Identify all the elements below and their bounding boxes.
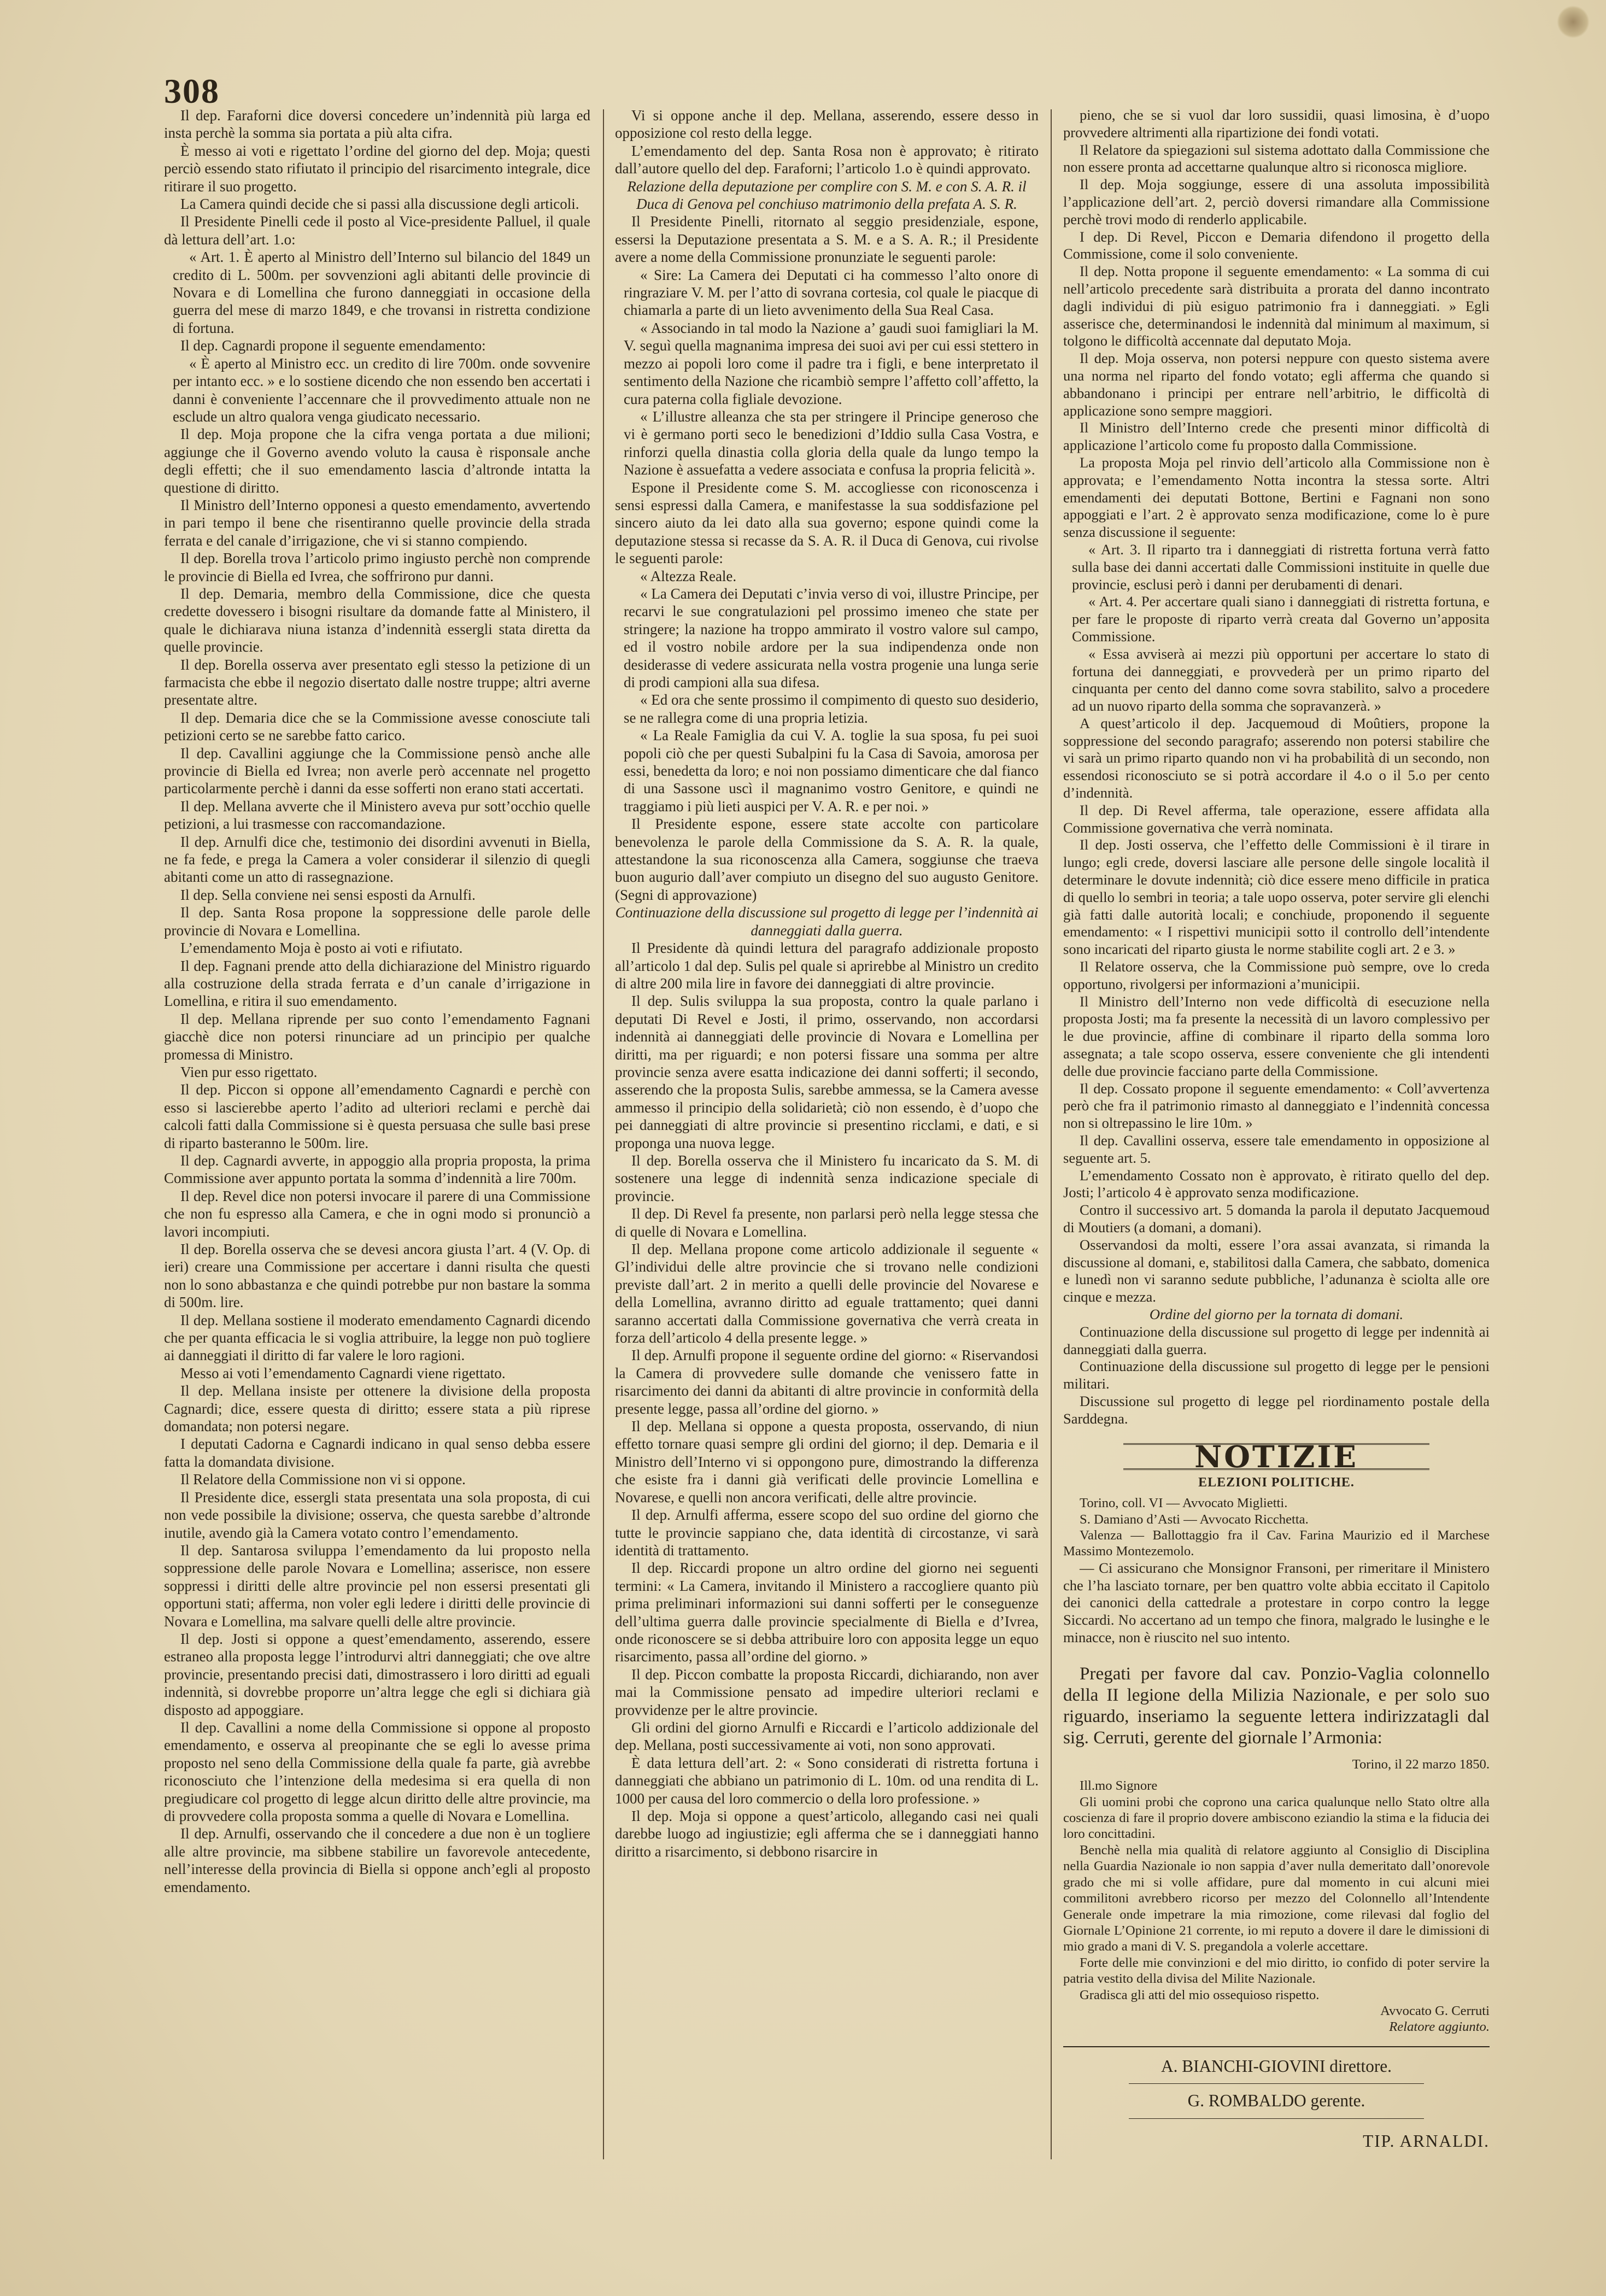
paragraph: « Altezza Reale. xyxy=(640,567,737,584)
request-paragraph: Pregati per favore dal cav. Ponzio-Vaglia colonnello della II legione della Milizia Nazionale, e per solo suo riguardo, inseriamo la seguente lettera indirizzatagli dal sig. Cerruti, gerente del giornale l’Armonia: xyxy=(1063,1663,1490,1748)
paragraph: Il Presidente dice, essergli stata presentata una sola proposta, di cui non vede possibile la divisione; osserva, che questa sarebbe d’altronde inutile, avendo già la Camera votato contro l’emendamento. xyxy=(164,1489,590,1541)
manager-line: G. ROMBALDO gerente. xyxy=(1187,2091,1365,2111)
paragraph: « Ed ora che sente prossimo il compimento di questo suo desiderio, se ne rallegra come di una propria letizia. xyxy=(624,692,1039,726)
letter-paragraph: Forte delle mie convinzioni e del mio diritto, io confido di poter servire la patria vestito della divisa del Milite Nazionale. xyxy=(1063,1955,1490,1987)
paragraph: Vien pur esso rigettato. xyxy=(180,1063,318,1080)
paragraph: Il dep. Moja si oppone a quest’articolo, allegando casi nei quali darebbe luogo ad ingiustizie; egli afferma che se i danneggiati hanno diritto a risarcimento, si debbono risarcire in xyxy=(615,1808,1039,1860)
page-number: 308 xyxy=(164,72,220,110)
letter-date: Torino, il 22 marzo 1850. xyxy=(1352,1756,1490,1772)
paragraph: Discussione sul progetto di legge pel riordinamento postale della Sarddegna. xyxy=(1063,1392,1490,1427)
paragraph: Il Ministro dell’Interno opponesi a questo emendamento, avvertendo in pari tempo il bene che risentiranno quelle provincie della strada ferrata e del canale d’irrigazione, che vi si stanno compiendo. xyxy=(164,496,590,549)
paragraph: Gli ordini del giorno Arnulfi e Riccardi e l’articolo addizionale del dep. Mellana, posti successivamente ai voti, non sono approvati. xyxy=(615,1719,1039,1754)
paragraph: Il dep. Arnulfi afferma, essere scopo del suo ordine del giorno che tutte le provincie sappiano che, data identità di circostanze, vi sarà identità di trattamento. xyxy=(615,1507,1039,1559)
paragraph: Il dep. Notta propone il seguente emendamento: « La somma di cui nell’articolo precedente sarà distribuita a prorata del danno incontrato dagli individui di più esiguo patrimonio fra i danneggiati. » Egli asserisce che, determinandosi le indennità dal minimum al maximum, si tolgono le difficoltà accennate dal deputato Moja. xyxy=(1063,263,1490,349)
paragraph: Il dep. Cavallini aggiunge che la Commissione pensò anche alle provincie di Biella ed Ivrea; non averle però accennate nel progetto particolarmente perchè i danni da esse sofferti non erano stati accertati. xyxy=(164,745,590,797)
paragraph: « Associando in tal modo la Nazione a’ gaudi suoi famigliari la M. V. seguì quella magnanima impresa dei suoi avi per cui essi stettero in mezzo ai popoli loro come il padre tra i figli, e bene interpretato il sentimento della Nazione che ricambiò sempre l’affetto coll’affetto, la cura paterna colla figliale devozione. xyxy=(624,319,1039,407)
director-line: A. BIANCHI-GIOVINI direttore. xyxy=(1161,2056,1392,2076)
paragraph: Il dep. Faraforni dice doversi concedere un’indennità più larga ed insta perchè la somma sia portata a più alta cifra. xyxy=(164,107,590,142)
paragraph: Il dep. Arnulfi propone il seguente ordine del giorno: « Riservandosi la Camera di provvedere sulle domande che venissero fatte in risarcimento dei danni da abitanti di altre provincie in conformità della presente legge, passa all’ordine del giorno. » xyxy=(615,1347,1039,1417)
paragraph: Il dep. Josti osserva, che l’effetto delle Commissioni è il tirare in lungo; egli crede, doversi lasciare alle persone delle singole località il determinare le dovute indennità; ciò dice essere meno difficile in pratica di quello lo sembri in teoria; a tale uopo osserva, poter servire gli elenchi già fatti dalle autorità locali; e conchiude, proponendo il seguente emendamento: « I rispettivi municipii sotto il controllo dell’intendente sono incaricati del riparto giusta le norme stabilite cogli art. 2 e 3. » xyxy=(1063,836,1490,958)
paragraph: Il dep. Demaria, membro della Commissione, dice che questa credette dovessero i bisogni risultare da domande fatte al Ministero, il quale le dichiarava niuna istanza d’indennità essergli stata diretta da quelle provincie. xyxy=(164,585,590,655)
paragraph: Il dep. Josti si oppone a quest’emendamento, asserendo, essere estraneo alla proposta legge l’introdurvi altri danneggiati; che ove altre provincie, presentando precisi dati, dimostrassero i loro diritti ad eguali indennità, si dovrebbe proporre un’altra legge che egli si dichiara già disposto ad appoggiare. xyxy=(164,1630,590,1718)
paragraph: Contro il successivo art. 5 domanda la parola il deputato Jacquemoud di Moutiers (a domani, a domani). xyxy=(1063,1202,1490,1235)
paragraph: Il dep. Santa Rosa propone la soppressione delle parole delle provincie di Novara e Lomellina. xyxy=(164,904,590,939)
paragraph: Il Ministro dell’Interno non vede difficoltà di esecuzione nella proposta Josti; ma fa presente la necessità di un lavoro complessivo per le due provincie, affine di combinare il riparto della somma loro assegnata; a tale scopo osserva, essere conveniente che gli intendenti delle due provincie facciano parte della Commissione. xyxy=(1063,993,1490,1079)
paragraph: La Camera quindi decide che si passi alla discussione degli articoli. xyxy=(180,196,579,213)
masthead-footer xyxy=(1063,2046,1490,2153)
elections-list xyxy=(1063,1495,1490,1560)
paragraph: « La Reale Famiglia da cui V. A. toglie la sua sposa, fu pei suoi popoli ciò che per questi Subalpini fu la Casa di Savoia, amorosa per essi, benedetta da loro; e noi non possiamo dimenticare che dal fianco di una Sassone uscì il magnanimo vostro Genitore, e quindi ne traggiamo i più lieti auspici per V. A. R. e per noi. » xyxy=(624,727,1039,815)
paragraph: Continuazione della discussione sul progetto di legge per l’indennità ai danneggiati dalla guerra. xyxy=(615,904,1039,939)
paragraph: A quest’articolo il dep. Jacquemoud di Moûtiers, propone la soppressione del secondo paragrafo; asserendo non potersi stabilire che vi sarà un primo riparto quando non vi ha probabilità di un secondo, non essendosi riconosciuto se si potrà accordare il 4.o o il 5.o per cento d’indennità. xyxy=(1063,714,1490,801)
paragraph: Il dep. Cavallini a nome della Commissione si oppone al proposto emendamento, e osserva al preopinante che se egli lo avesse prima proposto nel seno della Commissione della quale fa parte, già avrebbe riconosciuto che l’intenzione della medesima si era quella di non pregiudicare col progetto di legge alcun diritto delle altre provincie, ma di provvedere colla proposta somma a quelle di Novara e Lomellina. xyxy=(164,1719,590,1824)
printer-line: TIP. ARNALDI. xyxy=(1363,2131,1490,2151)
paragraph: Il dep. Moja osserva, non potersi neppure con questo sistema avere una norma nel riparto del fondo votato; egli afferma che quando si abbandonano i principi per entrare nell’arbitrio, le difficoltà di applicazione sono sempre maggiori. xyxy=(1063,350,1490,419)
paragraph: pieno, che se si vuol dar loro sussidii, quasi limosina, è d’uopo provvedere altrimenti alla ripartizione dei fondi votati. xyxy=(1063,107,1490,140)
binding-hole xyxy=(1557,5,1590,38)
paragraph: È messo ai voti e rigettato l’ordine del giorno del dep. Moja; questi perciò essendo stato rifiutato il principio del risarcimento integrale, dice ritirare il suo progetto. xyxy=(164,142,590,195)
paragraph: Il dep. Moja soggiunge, essere di una assoluta impossibilità l’applicazione dell’art. 2, perciò doversi rimandare alla Commissione perchè trovi modo di renderlo applicabile. xyxy=(1063,176,1490,227)
column-rule-2 xyxy=(1051,109,1052,2159)
paragraph: Il Presidente espone, essere state accolte con particolare benevolenza le parole della Commissione da S. A. R. la quale, attestandone la sua riconoscenza alla Camera, soggiunse che traeva buon augurio dall’aver compiuto un disegno del suo augusto Genitore. (Segni di approvazione) xyxy=(615,816,1039,903)
paragraph: Il dep. Borella osserva che il Ministero fu incaricato da S. M. di sostenere una legge di indennità senza indicazione speciale di provincie. xyxy=(615,1152,1039,1204)
paragraph: Messo ai voti l’emendamento Cagnardi viene rigettato. xyxy=(180,1364,506,1381)
paragraph: Il Presidente Pinelli cede il posto al Vice-presidente Palluel, il quale dà lettura dell’art. 1.o: xyxy=(164,213,590,248)
paragraph: Il dep. Borella osserva che se devesi ancora giusta l’art. 4 (V. Op. di ieri) creare una Commissione per accertare i danni risulta che questi non lo sono abbastanza e che quindi potrebbe pur non bastare la somma di 500m. lire. xyxy=(164,1241,590,1311)
paragraph: Il Presidente dà quindi lettura del paragrafo addizionale proposto all’articolo 1 dal dep. Sulis pel quale si aprirebbe al Ministro un credito di altre 200 mila lire in favore dei danneggiati di altre provincie. xyxy=(615,940,1039,992)
news-item: — Ci assicurano che Monsignor Fransoni, per rimeritare il Ministero che l’ha lasciato tornare, per ben quattro volte abbia eccitato il Capitolo dei canonici della cattedrale a protestare in corpo contro la legge Siccardi. No accertano ad un tempo che finora, malgrado le lusinghe e le minacce, non è riuscito nel suo intento. xyxy=(1063,1559,1490,1646)
paragraph: Relazione della deputazione per complire con S. M. e con S. A. R. il Duca di Genova pel conchiuso matrimonio della prefata A. S. R. xyxy=(627,178,1027,213)
paragraph: Il dep. Fagnani prende atto della dichiarazione del Ministro riguardo alla costruzione della strada ferrata e d’un canale d’irrigazione in Lomellina, e ritira il suo emendamento. xyxy=(164,957,590,1010)
paragraph: Il dep. Mellana sostiene il moderato emendamento Cagnardi dicendo che per quanta efficacia le si voglia attribuire, la legge non può togliere ai danneggiati il diritto di far valere le loro ragioni. xyxy=(164,1311,590,1364)
paragraph: Il dep. Moja propone che la cifra venga portata a due milioni; aggiunge che il Governo avendo voluto la causa è risponsale anche degli effetti; che il suo emendamento lascia d’altronde intatta la questione di diritto. xyxy=(164,426,590,496)
paragraph: Il dep. Riccardi propone un altro ordine del giorno nei seguenti termini: « La Camera, invitando il Ministero a raccogliere quanto più prima preliminari informazioni sui danni sofferti per le conseguenze dell’ultima guerra dalle provincie specialmente di Biella e d’Ivrea, onde riconoscere se si debba attribuire loro con apposita legge un equo risarcimento, passa all’ordine del giorno. » xyxy=(615,1560,1039,1665)
letter-role: Relatore aggiunto. xyxy=(1389,2019,1490,2035)
paragraph: Il dep. Arnulfi dice che, testimonio dei disordini avvenuti in Biella, ne fa fede, e prega la Camera a voler considerar il silenzio di quegli abitanti come un atto di rassegnazione. xyxy=(164,833,590,886)
paragraph: Il dep. Arnulfi, osservando che il concedere a due non è un togliere alle altre provincie, ma sibbene stabilire un favorevole antecedente, nell’interesse della provincia di Biella si oppone anch’egli al proposto emendamento. xyxy=(164,1825,590,1895)
paragraph: Il dep. Di Revel afferma, tale operazione, essere affidata alla Commissione governativa che verrà nominata. xyxy=(1063,801,1490,836)
paragraph: Il dep. Santarosa sviluppa l’emendamento da lui proposto nella soppressione delle parole Novara e Lomellina; asserisce, non essere soppressi i diritti delle altre provincie pel non essersi presentati gli opportuni stati; afferma, non voler egli ledere i diritti delle provincie di Novara e Lomellina, ma salvare quelli delle altre provincie. xyxy=(164,1542,590,1630)
paragraph: Il dep. Cossato propone il seguente emendamento: « Coll’avvertenza però che fra il patrimonio rimasto al danneggiato e l’indennità concessa non si oltrepassino le lire 10m. » xyxy=(1063,1080,1490,1132)
paragraph: « Art. 3. Il riparto tra i danneggiati di ristretta fortuna verrà fatto sulla base dei danni accertati dalle Commissioni instituite in quelle due provincie, esclusi però i danni per derubamenti di denari. xyxy=(1072,541,1490,593)
paragraph: La proposta Moja pel rinvio dell’articolo alla Commissione non è approvata; e l’emendamento Notta incontra la stessa sorte. Altri emendamenti dei deputati Bottone, Bertini e Fagnani non sono appoggiati e l’art. 2 è approvato senza modificazione, come lo è pure senza discussione il seguente: xyxy=(1063,454,1490,541)
paragraph: Continuazione della discussione sul progetto di legge per indennità ai danneggiati dalla guerra. xyxy=(1063,1323,1490,1357)
paragraph: « Sire: La Camera dei Deputati ci ha commesso l’alto onore di ringraziare V. M. per l’atto di sovrana cortesia, col quale le piacque di chiamarla a parte di un lieto avvenimento della Sua Real Casa. xyxy=(624,266,1039,319)
paragraph: « L’illustre alleanza che sta per stringere il Principe generoso che vi è germano porti seco le benedizioni d’Iddio sulla Casa Vostra, e rinforzi quella dinastia colla gloria della quale da lungo tempo la Nazione è assuefatta a vedere associata e confusa la propria felicità ». xyxy=(624,408,1039,478)
notizie-section xyxy=(1063,1438,1490,2035)
paragraph: Il dep. Mellana si oppone a questa proposta, osservando, di niun effetto tornare quasi sempre gli ordini del giorno; il dep. Demaria e il Ministro dell’Interno vi si oppongono pure, dimostrando la differenza che esiste fra i danni già verificati delle provincie Lomellina e Novarese, e quelli non ancora verificati, delle altre provincie. xyxy=(615,1418,1039,1506)
election-item: Torino, coll. VI — Avvocato Miglietti. xyxy=(1080,1496,1288,1511)
paragraph: L’emendamento Cossato non è approvato, è ritirato quello del dep. Josti; l’articolo 4 è approvato senza modificazione. xyxy=(1063,1167,1490,1201)
paragraph: « La Camera dei Deputati c’invia verso di voi, illustre Principe, per recarvi le sue congratulazioni pel prossimo imeneo che state per stringere; la nazione ha troppo ammirato il vostro valore sul campo, ed il vostro nobile ardore per la sua indipendenza onde non desiderasse di vedere assicurata nella vostra progenie una lunga serie di prodi campioni alla sua difesa. xyxy=(624,585,1039,690)
paragraph: Il dep. Cavallini osserva, essere tale emendamento in opposizione al seguente art. 5. xyxy=(1063,1132,1490,1166)
paragraph: Il dep. Mellana propone come articolo addizionale il seguente « Gl’individui delle altre provincie che si trovano nelle condizioni previste dall’art. 2 in merito a quelli delle provincie del Novarese e della Lomellina, avranno diritto ad eguale trattamento; quei danni saranno accertati dalla Commissione governativa che verrà creata in forza dell’articolo 4 della presente legge. » xyxy=(615,1241,1039,1346)
paragraph: Il dep. Di Revel fa presente, non parlarsi però nella legge stessa che di quelle di Novara e Lomellina. xyxy=(615,1205,1039,1240)
paragraph: Il dep. Borella osserva aver presentato egli stesso la petizione di un farmacista che ebbe il negozio disertato dalle nostre truppe; altri averne presentate altre. xyxy=(164,656,590,708)
letter-salutation: Ill.mo Signore xyxy=(1080,1778,1158,1794)
notizie-title: NOTIZIE xyxy=(1123,1443,1429,1471)
letter-body xyxy=(1063,1794,1490,2003)
paragraph: I deputati Cadorna e Cagnardi indicano in qual senso debba essere fatta la domandata divisione. xyxy=(164,1436,590,1470)
elections-heading: ELEZIONI POLITICHE. xyxy=(1198,1475,1355,1490)
election-item: Valenza — Ballottaggio fra il Cav. Farina Maurizio ed il Marchese Massimo Montezemolo. xyxy=(1063,1528,1490,1559)
column-1 xyxy=(164,107,590,1896)
paragraph: Il dep. Mellana insiste per ottenere la divisione della proposta Cagnardi; dice, essere questa di diritto; essere stata a più riprese domandata; non potersi negare. xyxy=(164,1383,590,1435)
paragraph: È data lettura dell’art. 2: « Sono considerati di ristretta fortuna i danneggiati che abbiano un patrimonio di L. 10m. od una rendita di L. 1000 per causa del loro commercio o della loro professione. » xyxy=(615,1754,1039,1807)
paragraph: Il dep. Sulis sviluppa la sua proposta, contro la quale parlano i deputati Di Revel e Josti, il primo, osservando, non accordarsi indennità ai danneggiati delle provincie di Novara e Lomellina per diritti, ma per riguardi; e non potersi fissare una somma per altre provincie senza avere esatta indicazione dei danni sofferti; il secondo, asserendo che la proposta Sulis, sarebbe ammessa, se la Camera avesse ammesso il principio della solidarietà; ciò non essendo, è d’uopo che pei danneggiati di altre provincie si presentino ricclami, e dati, e si proponga una nuova legge. xyxy=(615,993,1039,1151)
paragraph: Il dep. Piccon combatte la proposta Riccardi, dichiarando, non aver mai la Commissione pensato ad impedire ulteriori reclami e provvidenze per le altre provincie. xyxy=(615,1666,1039,1718)
paragraph: Ordine del giorno per la tornata di domani. xyxy=(1149,1305,1404,1322)
paragraph: « Art. 1. È aperto al Ministro dell’Interno sul bilancio del 1849 un credito di L. 500m. per sovvenzioni agli abitanti delle provincie di Novara e di Lomellina che furono danneggiati in occasione della guerra del mese di marzo 1849, e che trovansi in ristretta condizione di fortuna. xyxy=(173,249,590,336)
paragraph: Il dep. Demaria dice che se la Commissione avesse conosciute tali petizioni certo se ne sarebbe fatto carico. xyxy=(164,709,590,744)
paragraph: Il dep. Mellana riprende per suo conto l’emendamento Fagnani giacchè dice non potersi rinunciare ad un principio per qualche promessa di Ministro. xyxy=(164,1010,590,1063)
paragraph: Continuazione della discussione sul progetto di legge per le pensioni militari. xyxy=(1063,1358,1490,1392)
paragraph: Espone il Presidente come S. M. accogliesse con riconoscenza i sensi espressi dalla Camera, e manifestasse la sua soddisfazione pel sincero aiuto da lei dato alla sua governo; espone quindi come la deputazione stessa si recasse da S. A. R. il Duca di Genova, cui rivolse le seguenti parole: xyxy=(615,479,1039,567)
letter-paragraph: Gradisca gli atti del mio ossequioso rispetto. xyxy=(1080,1987,1320,2002)
paragraph: Il dep. Cagnardi avverte, in appoggio alla propria proposta, la prima Commissione aver appunto portata la somma d’indennità a lire 700m. xyxy=(164,1152,590,1187)
election-item: S. Damiano d’Asti — Avvocato Ricchetta. xyxy=(1080,1512,1309,1527)
paragraph: Il dep. Cagnardi propone il seguente emendamento: xyxy=(180,337,486,354)
paragraph: « È aperto al Ministro ecc. un credito di lire 700m. onde sovvenire per intanto ecc. » e lo sostiene dicendo che non essendo ben accertati i danni è conveniente l’accennare che il provvedimento attuale non ne esclude un altro qualora venga giudicato necessario. xyxy=(173,355,590,425)
paragraph: Il dep. Piccon si oppone all’emendamento Cagnardi e perchè con esso si lascierebbe aperto l’adito ad ulteriori reclami e perchè dai calcoli fatti dalla Commissione si è questa persuasa che sulle basi prese di riparto basteranno le 500m. lire. xyxy=(164,1081,590,1151)
paragraph: Il Relatore osserva, che la Commissione può sempre, ove lo creda opportuno, rivolgersi per informazioni a’municipii. xyxy=(1063,958,1490,992)
paragraph: Il Relatore da spiegazioni sul sistema adottato dalla Commissione che non essere pronta ad accettarne qualunque altro si riconosca migliore. xyxy=(1063,141,1490,175)
paragraph: Il dep. Mellana avverte che il Ministero aveva pur sott’occhio quelle petizioni, a lui trasmesse con raccomandazione. xyxy=(164,798,590,833)
letter-paragraph: Gli uomini probi che coprono una carica qualunque nello Stato oltre alla coscienza di fare il proprio dovere ambiscono eziandio la stima e la fiducia dei loro concittadini. xyxy=(1063,1794,1490,1842)
paragraph: Osservandosi da molti, essere l’ora assai avanzata, si rimanda la discussione al domani, e, stabilitosi dalla Camera, che sabbato, domenica e lunedì non vi saranno sedute pubbliche, l’adunanza è sciolta alle ore cinque e mezza. xyxy=(1063,1236,1490,1305)
paragraph: I dep. Di Revel, Piccon e Demaria difendono il progetto della Commissione, come il solo conveniente. xyxy=(1063,228,1490,262)
paragraph: Il dep. Sella conviene nei sensi esposti da Arnulfi. xyxy=(180,886,476,903)
column-rule-1 xyxy=(603,109,604,2159)
paragraph: Il Ministro dell’Interno crede che presenti minor difficoltà di applicazione l’articolo come fu proposto dalla Commissione. xyxy=(1063,419,1490,454)
column-3 xyxy=(1063,107,1490,2153)
paragraph: L’emendamento del dep. Santa Rosa non è approvato; è ritirato dall’autore quello del dep. Faraforni; l’articolo 1.o è quindi approvato. xyxy=(615,142,1039,177)
column-3-debate xyxy=(1063,107,1490,1428)
paragraph: Il dep. Borella trova l’articolo primo ingiusto perchè non comprende le provincie di Biella ed Ivrea, che soffrirono pur danni. xyxy=(164,550,590,584)
paragraph: Il Presidente Pinelli, ritornato al seggio presidenziale, espone, essersi la Deputazione presentata a S. M. e a S. A. R.; il Presidente avere a nome della Commissione pronunziate le seguenti parole: xyxy=(615,213,1039,266)
column-2 xyxy=(615,107,1039,1860)
paragraph: Vi si oppone anche il dep. Mellana, asserendo, essere desso in opposizione col resto della legge. xyxy=(615,107,1039,142)
letter-signature: Avvocato G. Cerruti xyxy=(1380,2004,1490,2019)
letter-paragraph: Benchè nella mia qualità di relatore aggiunto al Consiglio di Disciplina nella Guardia Nazionale io non sappia d’aver nulla demeritato dall’onorevole grado che mi si volle affidare, pure dal momento in cui alcuni miei commilitoni avrebbero ricorso per mezzo del Colonnello all’Intendente Generale onde impetrare la mia rimozione, come rilevasi dal foglio del Giornale L’Opinione 21 corrente, io mi reputo a dovere il dare le dimissioni di mio grado a mani di V. S. pregandola a volerle accettare. xyxy=(1063,1842,1490,1954)
paragraph: « Essa avviserà ai mezzi più opportuni per accertare lo stato di fortuna dei danneggiati, e provvederà per un primo riparto del cinquanta per cento del danno come sovra stabilito, salvo a procedere ad un nuovo riparto della somma che sopravanzerà. » xyxy=(1072,645,1490,714)
paragraph: L’emendamento Moja è posto ai voti e rifiutato. xyxy=(180,940,463,957)
paragraph: Il Relatore della Commissione non vi si oppone. xyxy=(180,1471,466,1488)
paragraph: « Art. 4. Per accertare quali siano i danneggiati di ristretta fortuna, e per fare le proposte di riparto verrà creata dal Governo un’apposita Commissione. xyxy=(1072,593,1490,645)
paragraph: Il dep. Revel dice non potersi invocare il parere di una Commissione che non fu espresso alla Camera, e che in ogni modo si pronunciò a lavori incompiuti. xyxy=(164,1187,590,1240)
